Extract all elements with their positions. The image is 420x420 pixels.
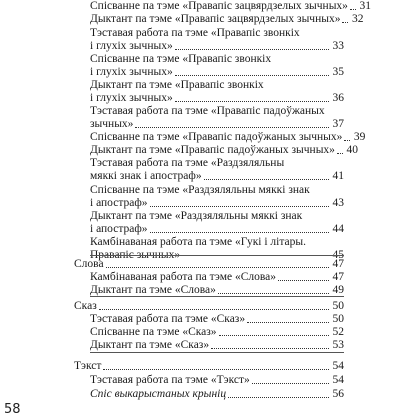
leader-dots [211,348,329,349]
toc-entry-title-line1: Спісванне па тэме «Раздзяляльны мяккі знак [90,184,310,196]
toc-entry-title: Тэставая работа па тэме «Тэкст» [90,374,250,386]
leader-dots [344,140,350,141]
toc-entry-title-line1: Тэставая работа па тэме «Правапіс звонкіх [90,27,300,39]
toc-entry-sources[interactable] [90,388,344,401]
leader-dots [99,309,329,310]
leader-dots [342,22,348,23]
toc-entry-page: 56 [332,388,344,400]
toc-entry-page: 41 [332,170,344,182]
toc-entry[interactable] [90,40,344,53]
toc-entry-title-line1: Дыктант па тэме «Раздзяляльны мяккі знак [90,210,303,222]
toc-entry-title: Дыктант па тэме «Правапіс падоўжаных зычных» [90,144,335,156]
leader-dots [337,153,343,154]
page-number: 58 [4,402,21,417]
leader-dots [204,179,329,180]
toc-entry-title: і глухіх зычных» [90,66,173,78]
toc-section-page: 50 [332,300,344,312]
toc-entry[interactable] [90,313,344,326]
toc-section-title: Сказ [74,300,97,312]
toc-entry-page: 31 [359,0,371,12]
toc-entry[interactable] [90,0,371,13]
toc-entry-title: Правапіс зычных» [90,249,181,261]
toc-entry-title: Спісванне па тэме «Правапіс падоўжаных зычных» [90,131,343,143]
toc-entry-page: 32 [351,13,364,25]
toc-entry[interactable] [90,271,344,284]
leader-dots [150,206,329,207]
toc-entry[interactable] [90,13,364,26]
toc-entry-page: 54 [332,374,344,386]
toc-entry[interactable] [90,170,344,183]
toc-entry-title: Тэставая работа па тэме «Сказ» [90,313,246,325]
toc-entry-page: 35 [332,66,344,78]
divider [90,255,344,256]
toc-entry[interactable] [90,144,358,157]
toc-entry[interactable] [90,66,344,79]
toc-entry-page: 44 [332,223,344,235]
toc-entry-page: 40 [346,144,358,156]
leader-dots [106,267,329,268]
toc-section-title: Тэкст [74,360,102,372]
toc-entry-title: Дыктант па тэме «Правапіс зацвярдзелых зычных» [90,13,341,25]
leader-dots [135,127,329,128]
toc-section-page: 54 [332,360,344,372]
toc-entry-title: Камбінаваная работа па тэме «Слова» [90,271,277,283]
toc-entry-title: Спісванне па тэме «Сказ» [90,326,217,338]
toc-entry-page: 39 [353,131,366,143]
toc-entry-page: 53 [332,339,344,351]
toc-entry-page: 36 [332,92,344,104]
leader-dots [350,9,356,10]
toc-entry-title: зычных» [90,118,134,130]
toc-entry-title: Спіс выкарыстаных крыніц [90,388,227,400]
toc-entry-title-line1: Тэставая работа па тэме «Раздзяляльны [90,157,285,169]
toc-entry-title: і апостраф» [90,223,148,235]
toc-entry[interactable] [90,223,344,236]
toc-entry-title-line1: Тэставая работа па тэме «Правапіс падоўжаных [90,105,325,117]
toc-entry[interactable] [90,326,344,339]
toc-entry-title: і апостраф» [90,197,148,209]
toc-entry-page: 33 [332,40,344,52]
leader-dots [103,369,329,370]
leader-dots [278,280,329,281]
toc-entry-page: 37 [332,118,344,130]
toc-entry[interactable] [90,339,344,352]
toc-entry-title-line1: Спісванне па тэме «Правапіс звонкіх [90,53,272,65]
leader-dots [175,101,329,102]
toc-entry-page: 47 [332,271,344,283]
toc-entry-page: 52 [332,326,344,338]
toc-entry-page: 43 [332,197,344,209]
leader-dots [219,335,329,336]
toc-entry-page: 49 [332,284,344,296]
toc-section-title: Слова [74,258,104,270]
toc-section-page: 47 [332,258,344,270]
toc-entry[interactable] [90,131,366,144]
toc-section[interactable] [74,300,344,313]
toc-entry[interactable] [90,92,344,105]
toc-entry[interactable] [90,197,344,210]
toc-entry-title: мяккі знак і апостраф» [90,170,202,182]
toc-section[interactable] [74,258,344,271]
toc-entry-title: і глухіх зычных» [90,40,173,52]
toc-section[interactable] [74,360,344,373]
leader-dots [175,75,329,76]
toc-entry-title: і глухіх зычных» [90,92,173,104]
leader-dots [150,232,329,233]
leader-dots [228,397,329,398]
toc-entry-title: Дыктант па тэме «Слова» [90,284,216,296]
toc-entry-page: 50 [332,313,344,325]
leader-dots [175,49,329,50]
leader-dots [252,383,329,384]
toc-entry-page: 45 [332,249,344,261]
leader-dots [247,322,329,323]
toc-entry[interactable] [90,374,344,387]
divider [90,296,344,297]
leader-dots [218,293,329,294]
toc-entry[interactable] [90,118,344,131]
toc-entry-title: Дыктант па тэме «Сказ» [90,339,210,351]
toc-entry-title-line1: Камбінаваная работа па тэме «Гукі і літары. [90,236,306,248]
toc-entry-title: Спісванне па тэме «Правапіс зацвярдзелых зычных» [90,0,348,12]
divider [90,352,344,353]
toc-entry-title-line1: Дыктант па тэме «Правапіс звонкіх [90,79,264,91]
